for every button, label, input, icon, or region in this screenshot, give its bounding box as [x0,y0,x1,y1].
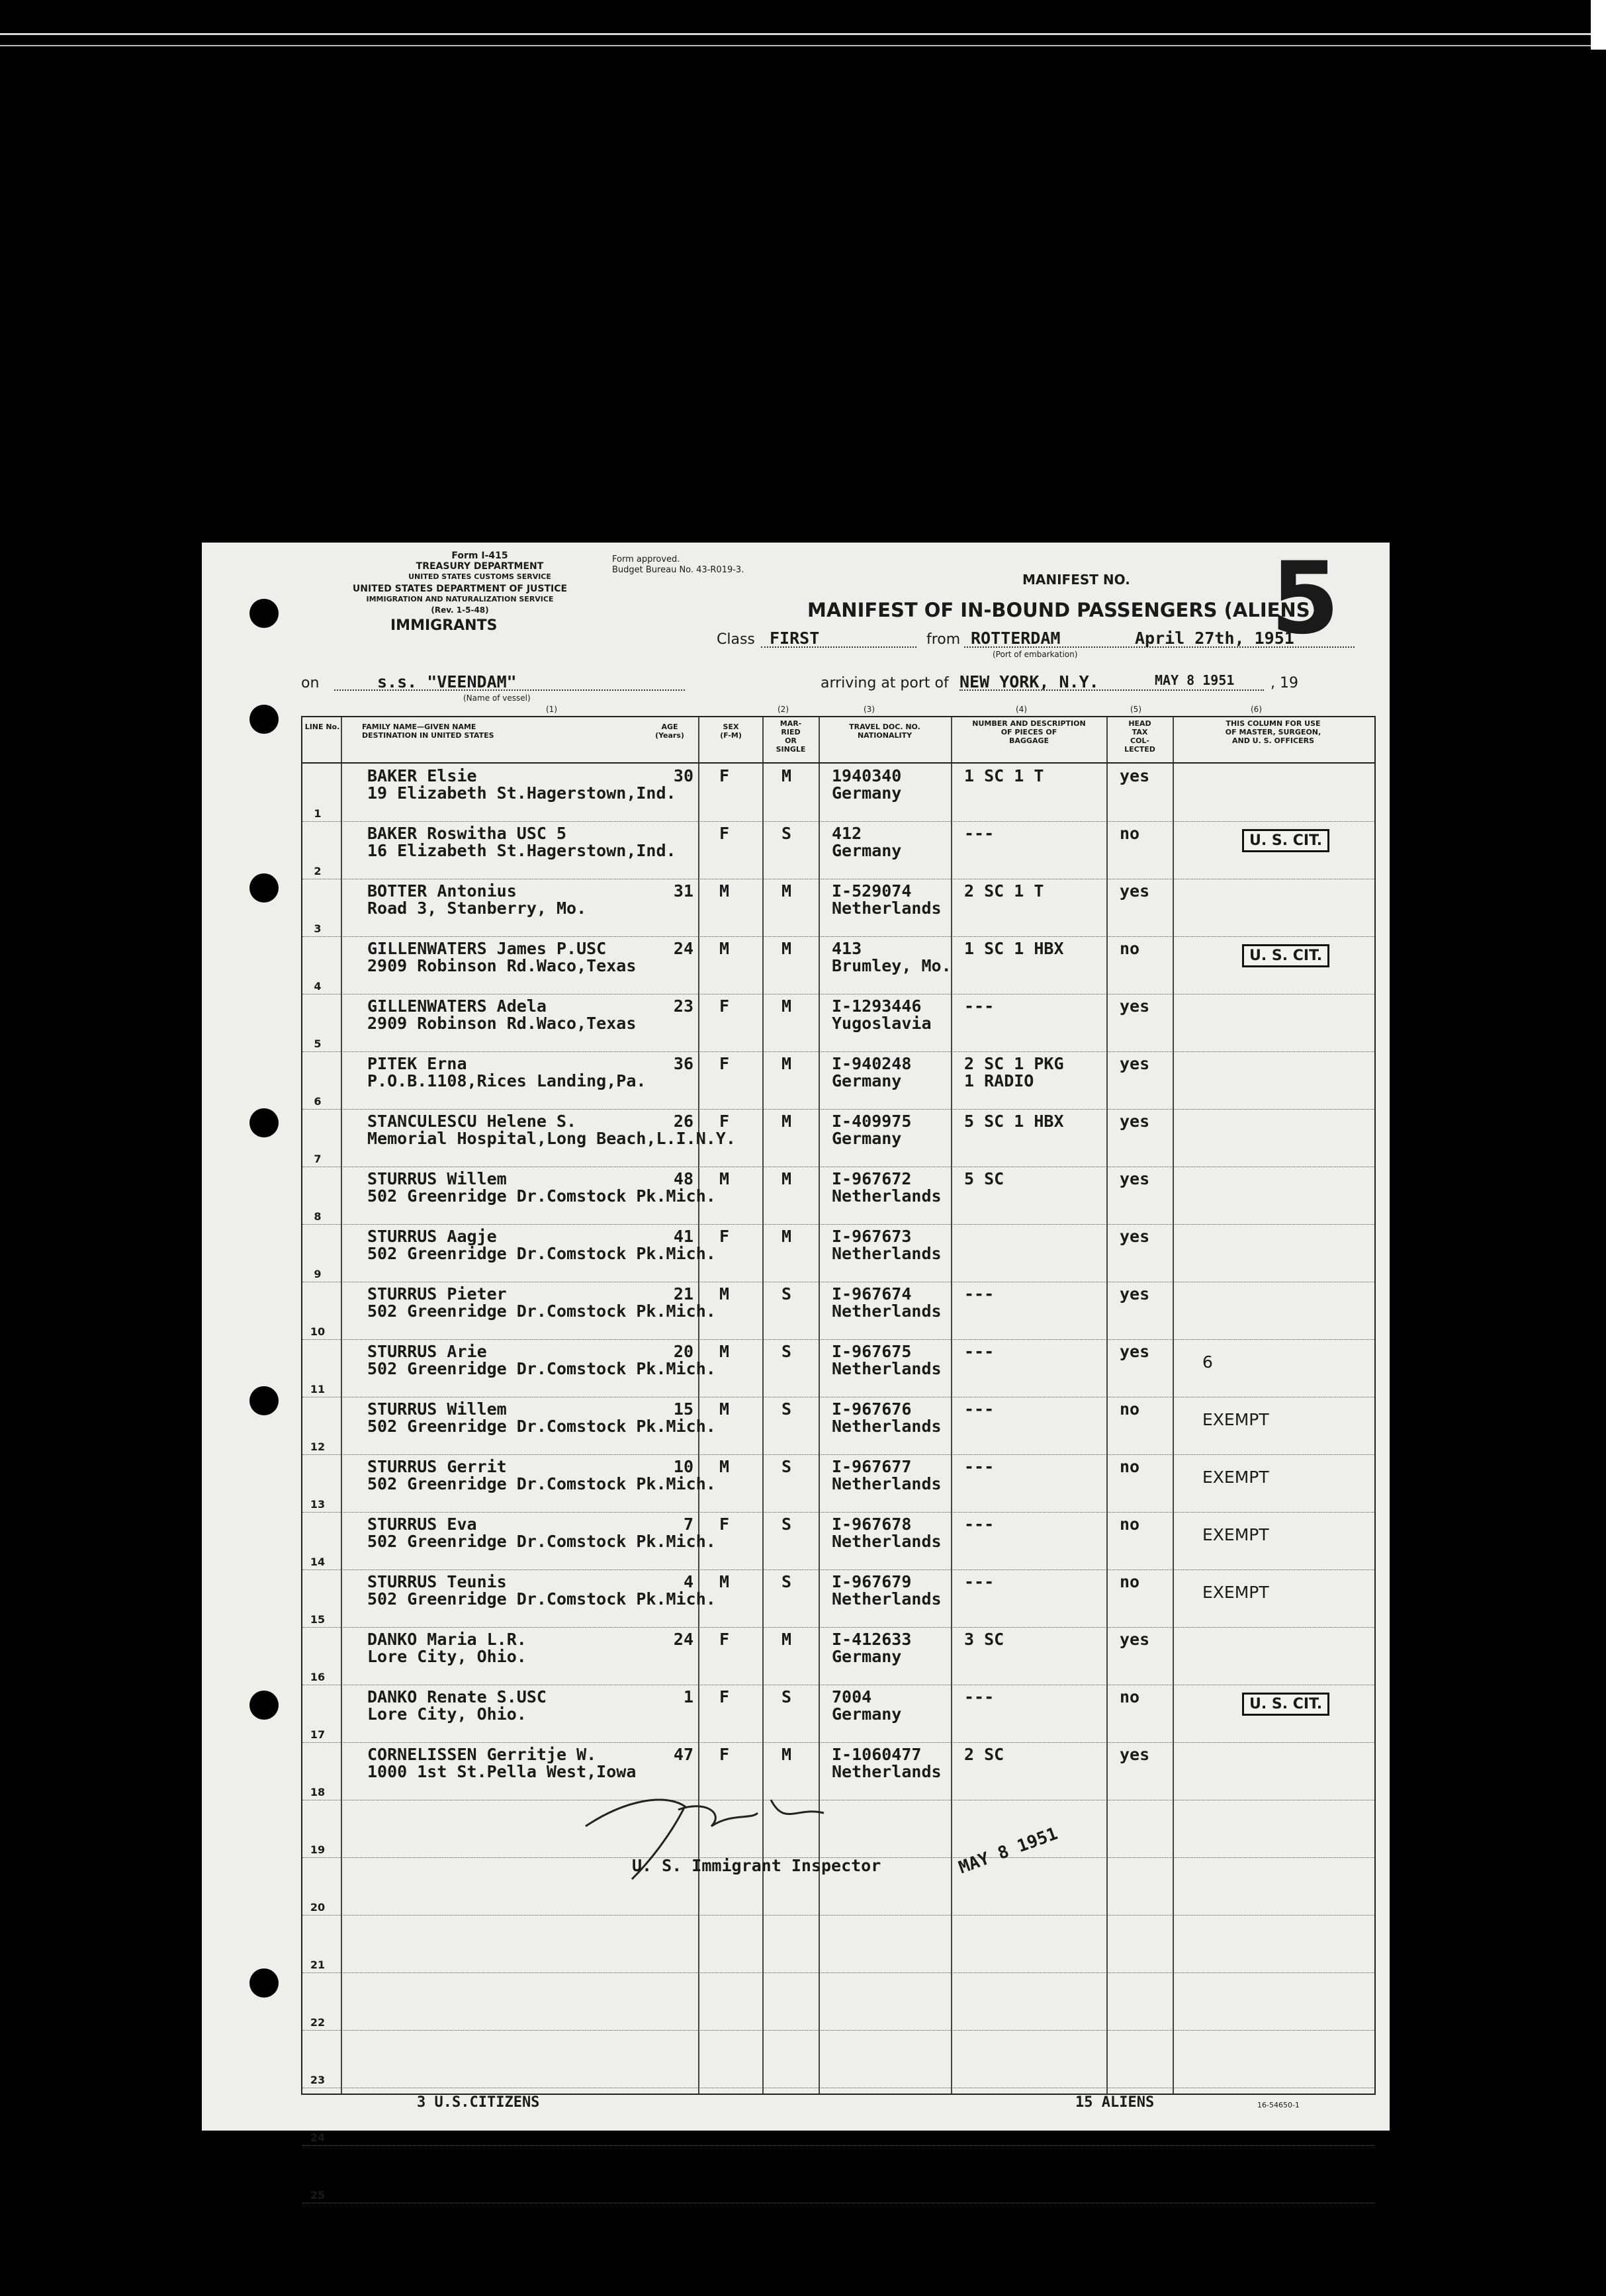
destination: Lore City, Ohio. [367,1704,527,1724]
table-row [302,1454,1374,1513]
age: 24 [673,939,693,958]
marital-status: S [781,1399,792,1419]
travel-doc-no: I-967677 [832,1457,912,1476]
sex: F [719,1687,730,1706]
port-embarkation: ROTTERDAM [971,629,1061,648]
arrival-date-stamp: MAY 8 1951 [1155,672,1235,688]
travel-doc-no: 1940340 [832,766,902,785]
line-number: 8 [314,1210,322,1223]
col-number-1: (1) [546,705,557,714]
travel-doc-no: I-967676 [832,1399,912,1419]
sex: F [719,1515,730,1534]
binder-hole [249,599,279,628]
revision: (Rev. 1-5-48) [431,605,489,615]
baggage: 2 SC 1 T [964,881,1044,901]
destination: 16 Elizabeth St.Hagerstown,Ind. [367,841,676,860]
manifest-page [202,541,1390,2201]
sex: M [719,1284,730,1303]
officer-remark: EXEMPT [1202,1525,1269,1544]
destination: 502 Greenridge Dr.Comstock Pk.Mich. [367,1589,716,1609]
marital-status: M [781,996,792,1016]
passenger-name: PITEK Erna [367,1054,467,1073]
destination: 502 Greenridge Dr.Comstock Pk.Mich. [367,1532,716,1551]
destination: 2909 Robinson Rd.Waco,Texas [367,956,637,975]
passenger-name: GILLENWATERS Adela [367,996,547,1016]
baggage: --- [964,1399,995,1419]
marital-status: M [781,1112,792,1131]
table-row [302,1109,1374,1167]
age: 31 [673,881,693,901]
age: 23 [673,996,693,1016]
table-row [302,2030,1374,2088]
age: 20 [673,1342,693,1361]
passenger-name: BOTTER Antonius [367,881,517,901]
nationality: Germany [832,1129,902,1148]
passenger-name: GILLENWATERS James P.USC [367,939,607,958]
destination: 19 Elizabeth St.Hagerstown,Ind. [367,783,676,803]
table-row [302,1627,1374,1685]
nationality: Netherlands [832,1186,942,1206]
head-tax: no [1120,1457,1140,1476]
table-row [302,2145,1374,2203]
year-suffix: , 19 [1271,675,1298,691]
age: 36 [673,1054,693,1073]
line-number: 10 [310,1325,326,1338]
line-number: 16 [310,1671,326,1683]
line-number: 11 [310,1383,326,1395]
nationality: Netherlands [832,1474,942,1493]
destination: 502 Greenridge Dr.Comstock Pk.Mich. [367,1474,716,1493]
marital-status: S [781,1457,792,1476]
scan-edge-line-2 [0,45,1606,46]
line-number: 5 [314,1038,322,1050]
print-number: 16-54650-1 [1257,2101,1300,2109]
travel-doc-no: I-967678 [832,1515,912,1534]
baggage: --- [964,1457,995,1476]
passenger-name: STANCULESCU Helene S. [367,1112,577,1131]
dept-treasury-sub: UNITED STATES CUSTOMS SERVICE [408,572,551,581]
form-approved: Form approved. [612,554,680,564]
binder-hole [249,1386,279,1415]
table-row [302,1339,1374,1397]
binder-hole [249,873,279,903]
sex: F [719,1112,730,1131]
scan-edge-line [0,33,1606,35]
manifest-title: MANIFEST OF IN-BOUND PASSENGERS (ALIENS) [807,599,1319,621]
destination: 502 Greenridge Dr.Comstock Pk.Mich. [367,1186,716,1206]
col-header-officers: THIS COLUMN FOR USE OF MASTER, SURGEON, AND U. S. OFFICERS [1225,719,1321,745]
table-row [302,936,1374,994]
col-header-sex: SEX (F-M) [720,723,742,740]
footer-citizens: 3 U.S.CITIZENS [417,2094,540,2111]
officer-remark: EXEMPT [1202,1468,1269,1487]
table-row [302,1512,1374,1570]
nationality: Germany [832,1704,902,1724]
passenger-name: BAKER Roswitha USC 5 [367,824,567,843]
table-row [302,1569,1374,1628]
sex: F [719,824,730,843]
line-number: 19 [310,1843,326,1856]
sex: M [719,1457,730,1476]
officer-remark: EXEMPT [1202,1410,1269,1429]
line-number: 22 [310,2016,326,2029]
passenger-name: DANKO Maria L.R. [367,1630,527,1649]
col-header-age: AGE (Years) [655,723,684,740]
table-row [302,1051,1374,1110]
arriving-label: arriving at port of [821,675,949,691]
line-number: 13 [310,1498,326,1511]
head-tax: yes [1120,1342,1150,1361]
col-header-name: FAMILY NAME—GIVEN NAME DESTINATION IN UNITED STATES [362,723,494,740]
passenger-name: STURRUS Teunis [367,1572,507,1591]
marital-status: M [781,1169,792,1188]
baggage: --- [964,824,995,843]
travel-doc-no: I-412633 [832,1630,912,1649]
destination: 2909 Robinson Rd.Waco,Texas [367,1014,637,1033]
col-header-line-no: LINE No. [304,723,340,731]
head-tax: yes [1120,1745,1150,1764]
passenger-name: STURRUS Aagje [367,1227,497,1246]
nationality: Yugoslavia [832,1014,932,1033]
age: 26 [673,1112,693,1131]
table-row [302,821,1374,879]
destination: Road 3, Stanberry, Mo. [367,899,587,918]
class-label: Class [717,631,755,648]
nationality: Netherlands [832,899,942,918]
inspector-date-stamp: MAY 8 1951 [956,1824,1061,1878]
col-number-4: (4) [1016,705,1027,714]
line-number: 25 [310,2189,326,2201]
from-label: from [926,631,961,648]
scan-corner [1591,0,1606,50]
travel-doc-no: 7004 [832,1687,872,1706]
category-label: IMMIGRANTS [390,617,498,634]
sex: M [719,1342,730,1361]
col-number-5: (5) [1130,705,1141,714]
table-row [302,1282,1374,1340]
baggage: 5 SC [964,1169,1004,1188]
sex: F [719,766,730,785]
travel-doc-no: I-1293446 [832,996,922,1016]
marital-status: S [781,1687,792,1706]
baggage: --- [964,1687,995,1706]
binder-hole [249,1108,279,1137]
col-header-married: MAR- RIED OR SINGLE [776,719,806,754]
head-tax: no [1120,1399,1140,1419]
travel-doc-no: I-967674 [832,1284,912,1303]
inspector-label: U. S. Immigrant Inspector [632,1856,881,1875]
head-tax: yes [1120,1169,1150,1188]
age: 41 [673,1227,693,1246]
travel-doc-no: I-967675 [832,1342,912,1361]
head-tax: yes [1120,881,1150,901]
vessel-caption: (Name of vessel) [463,693,531,703]
age: 1 [683,1687,693,1706]
col-number-2: (2) [778,705,789,714]
budget-bureau: Budget Bureau No. 43-R019-3. [612,565,744,575]
head-tax: no [1120,1515,1140,1534]
baggage: 2 SC 1 PKG [964,1054,1064,1073]
line-number: 17 [310,1728,326,1741]
vessel-name: s.s. "VEENDAM" [377,672,517,691]
officer-remark: 6 [1202,1352,1213,1372]
sex: M [719,881,730,901]
age: 4 [683,1572,693,1591]
age: 21 [673,1284,693,1303]
sex: F [719,1227,730,1246]
sex: M [719,939,730,958]
line-number: 6 [314,1095,322,1108]
table-row [302,1224,1374,1282]
col-header-baggage: NUMBER AND DESCRIPTION OF PIECES OF BAGGAGE [972,719,1086,745]
destination: 1000 1st St.Pella West,Iowa [367,1762,637,1781]
table-row [302,1397,1374,1455]
marital-status: S [781,824,792,843]
marital-status: M [781,881,792,901]
sex: M [719,1572,730,1591]
age: 15 [673,1399,693,1419]
marital-status: S [781,1342,792,1361]
line-number: 3 [314,922,322,935]
footer-aliens: 15 ALIENS [1075,2094,1155,2111]
col-number-6: (6) [1251,705,1262,714]
marital-status: M [781,766,792,785]
sex: F [719,1630,730,1649]
sex: M [719,1169,730,1188]
passenger-name: STURRUS Arie [367,1342,487,1361]
destination: 502 Greenridge Dr.Comstock Pk.Mich. [367,1302,716,1321]
age: 48 [673,1169,693,1188]
baggage: 2 SC [964,1745,1004,1764]
line-number: 24 [310,2131,326,2144]
destination: P.O.B.1108,Rices Landing,Pa. [367,1071,647,1090]
line-number: 18 [310,1786,326,1798]
age: 7 [683,1515,693,1534]
table-row [302,1972,1374,2031]
baggage-extra: 1 RADIO [964,1071,1034,1090]
baggage: --- [964,1515,995,1534]
marital-status: M [781,1054,792,1073]
marital-status: S [781,1572,792,1591]
baggage: --- [964,1342,995,1361]
baggage: --- [964,1284,995,1303]
line-number: 1 [314,807,322,820]
travel-doc-no: I-967679 [832,1572,912,1591]
line-number: 12 [310,1440,326,1453]
baggage: 5 SC 1 HBX [964,1112,1064,1131]
baggage: --- [964,1572,995,1591]
travel-doc-no: I-409975 [832,1112,912,1131]
age: 10 [673,1457,693,1476]
nationality: Germany [832,1647,902,1666]
passenger-name: BAKER Elsie [367,766,477,785]
passenger-name: CORNELISSEN Gerritje W. [367,1745,597,1764]
passenger-name: STURRUS Pieter [367,1284,507,1303]
officer-remark: EXEMPT [1202,1583,1269,1602]
passenger-name: STURRUS Willem [367,1169,507,1188]
head-tax: yes [1120,1054,1150,1073]
head-tax: no [1120,824,1140,843]
marital-status: S [781,1284,792,1303]
head-tax: no [1120,939,1140,958]
table-row [302,1915,1374,1973]
line-number: 9 [314,1268,322,1280]
age: 30 [673,766,693,785]
nationality: Netherlands [832,1359,942,1378]
nationality: Germany [832,1071,902,1090]
form-number: Form I-415 [451,551,508,561]
travel-doc-no: I-1060477 [832,1745,922,1764]
col-header-head-tax: HEAD TAX COL- LECTED [1124,719,1155,754]
line-number: 2 [314,865,322,877]
head-tax: yes [1120,1284,1150,1303]
age: 24 [673,1630,693,1649]
nationality: Germany [832,841,902,860]
nationality: Germany [832,783,902,803]
sex: M [719,1399,730,1419]
head-tax: yes [1120,996,1150,1016]
binder-hole [249,1691,279,1720]
travel-doc-no: I-529074 [832,881,912,901]
nationality: Brumley, Mo. [832,956,952,975]
dept-justice: UNITED STATES DEPARTMENT OF JUSTICE [352,584,568,594]
line-number: 4 [314,980,322,993]
head-tax: yes [1120,1630,1150,1649]
destination: Lore City, Ohio. [367,1647,527,1666]
table-row [302,1167,1374,1225]
destination: 502 Greenridge Dr.Comstock Pk.Mich. [367,1244,716,1263]
line-number: 14 [310,1556,326,1568]
marital-status: M [781,939,792,958]
dept-treasury: TREASURY DEPARTMENT [416,561,544,572]
on-label: on [301,675,320,691]
sex: F [719,1054,730,1073]
destination: Memorial Hospital,Long Beach,L.I.N.Y. [367,1129,736,1148]
table-row [302,764,1374,822]
class-value: FIRST [770,629,820,648]
head-tax: yes [1120,1112,1150,1131]
head-tax: no [1120,1687,1140,1706]
line-number: 23 [310,2074,326,2086]
baggage: --- [964,996,995,1016]
binder-hole [249,1968,279,1998]
nationality: Netherlands [832,1589,942,1609]
baggage: 1 SC 1 HBX [964,939,1064,958]
line-number: 21 [310,1959,326,1971]
head-tax: yes [1120,766,1150,785]
passenger-name: STURRUS Eva [367,1515,477,1534]
sex: F [719,1745,730,1764]
marital-status: S [781,1515,792,1534]
us-citizen-stamp: U. S. CIT. [1242,944,1329,967]
travel-doc-no: 412 [832,824,862,843]
nationality: Netherlands [832,1532,942,1551]
departure-date: April 27th, 1951 [1135,629,1294,648]
age: 47 [673,1745,693,1764]
us-citizen-stamp: U. S. CIT. [1242,1693,1329,1716]
passenger-name: DANKO Renate S.USC [367,1687,547,1706]
table-row [302,1685,1374,1743]
nationality: Netherlands [832,1244,942,1263]
passenger-name: STURRUS Willem [367,1399,507,1419]
col-header-travel-doc: TRAVEL DOC. NO. NATIONALITY [849,723,920,740]
table-row [302,879,1374,937]
table-row [302,994,1374,1052]
manifest-no-label: MANIFEST NO. [1022,572,1130,588]
head-tax: no [1120,1572,1140,1591]
sex: F [719,996,730,1016]
line-number: 20 [310,1901,326,1914]
travel-doc-no: I-967672 [832,1169,912,1188]
destination: 502 Greenridge Dr.Comstock Pk.Mich. [367,1417,716,1436]
marital-status: M [781,1227,792,1246]
nationality: Netherlands [832,1762,942,1781]
arrival-port: NEW YORK, N.Y. [959,672,1099,691]
nationality: Netherlands [832,1417,942,1436]
us-citizen-stamp: U. S. CIT. [1242,829,1329,852]
travel-doc-no: I-940248 [832,1054,912,1073]
travel-doc-no: 413 [832,939,862,958]
col-number-3: (3) [864,705,875,714]
dept-justice-sub: IMMIGRATION AND NATURALIZATION SERVICE [366,595,554,603]
binder-hole [249,705,279,734]
line-number: 15 [310,1613,326,1626]
travel-doc-no: I-967673 [832,1227,912,1246]
head-tax: yes [1120,1227,1150,1246]
marital-status: M [781,1630,792,1649]
marital-status: M [781,1745,792,1764]
manifest-number: 5 [1271,541,1340,656]
line-number: 7 [314,1153,322,1165]
port-embarkation-caption: (Port of embarkation) [993,650,1078,659]
baggage: 3 SC [964,1630,1004,1649]
baggage: 1 SC 1 T [964,766,1044,785]
passenger-name: STURRUS Gerrit [367,1457,507,1476]
destination: 502 Greenridge Dr.Comstock Pk.Mich. [367,1359,716,1378]
nationality: Netherlands [832,1302,942,1321]
